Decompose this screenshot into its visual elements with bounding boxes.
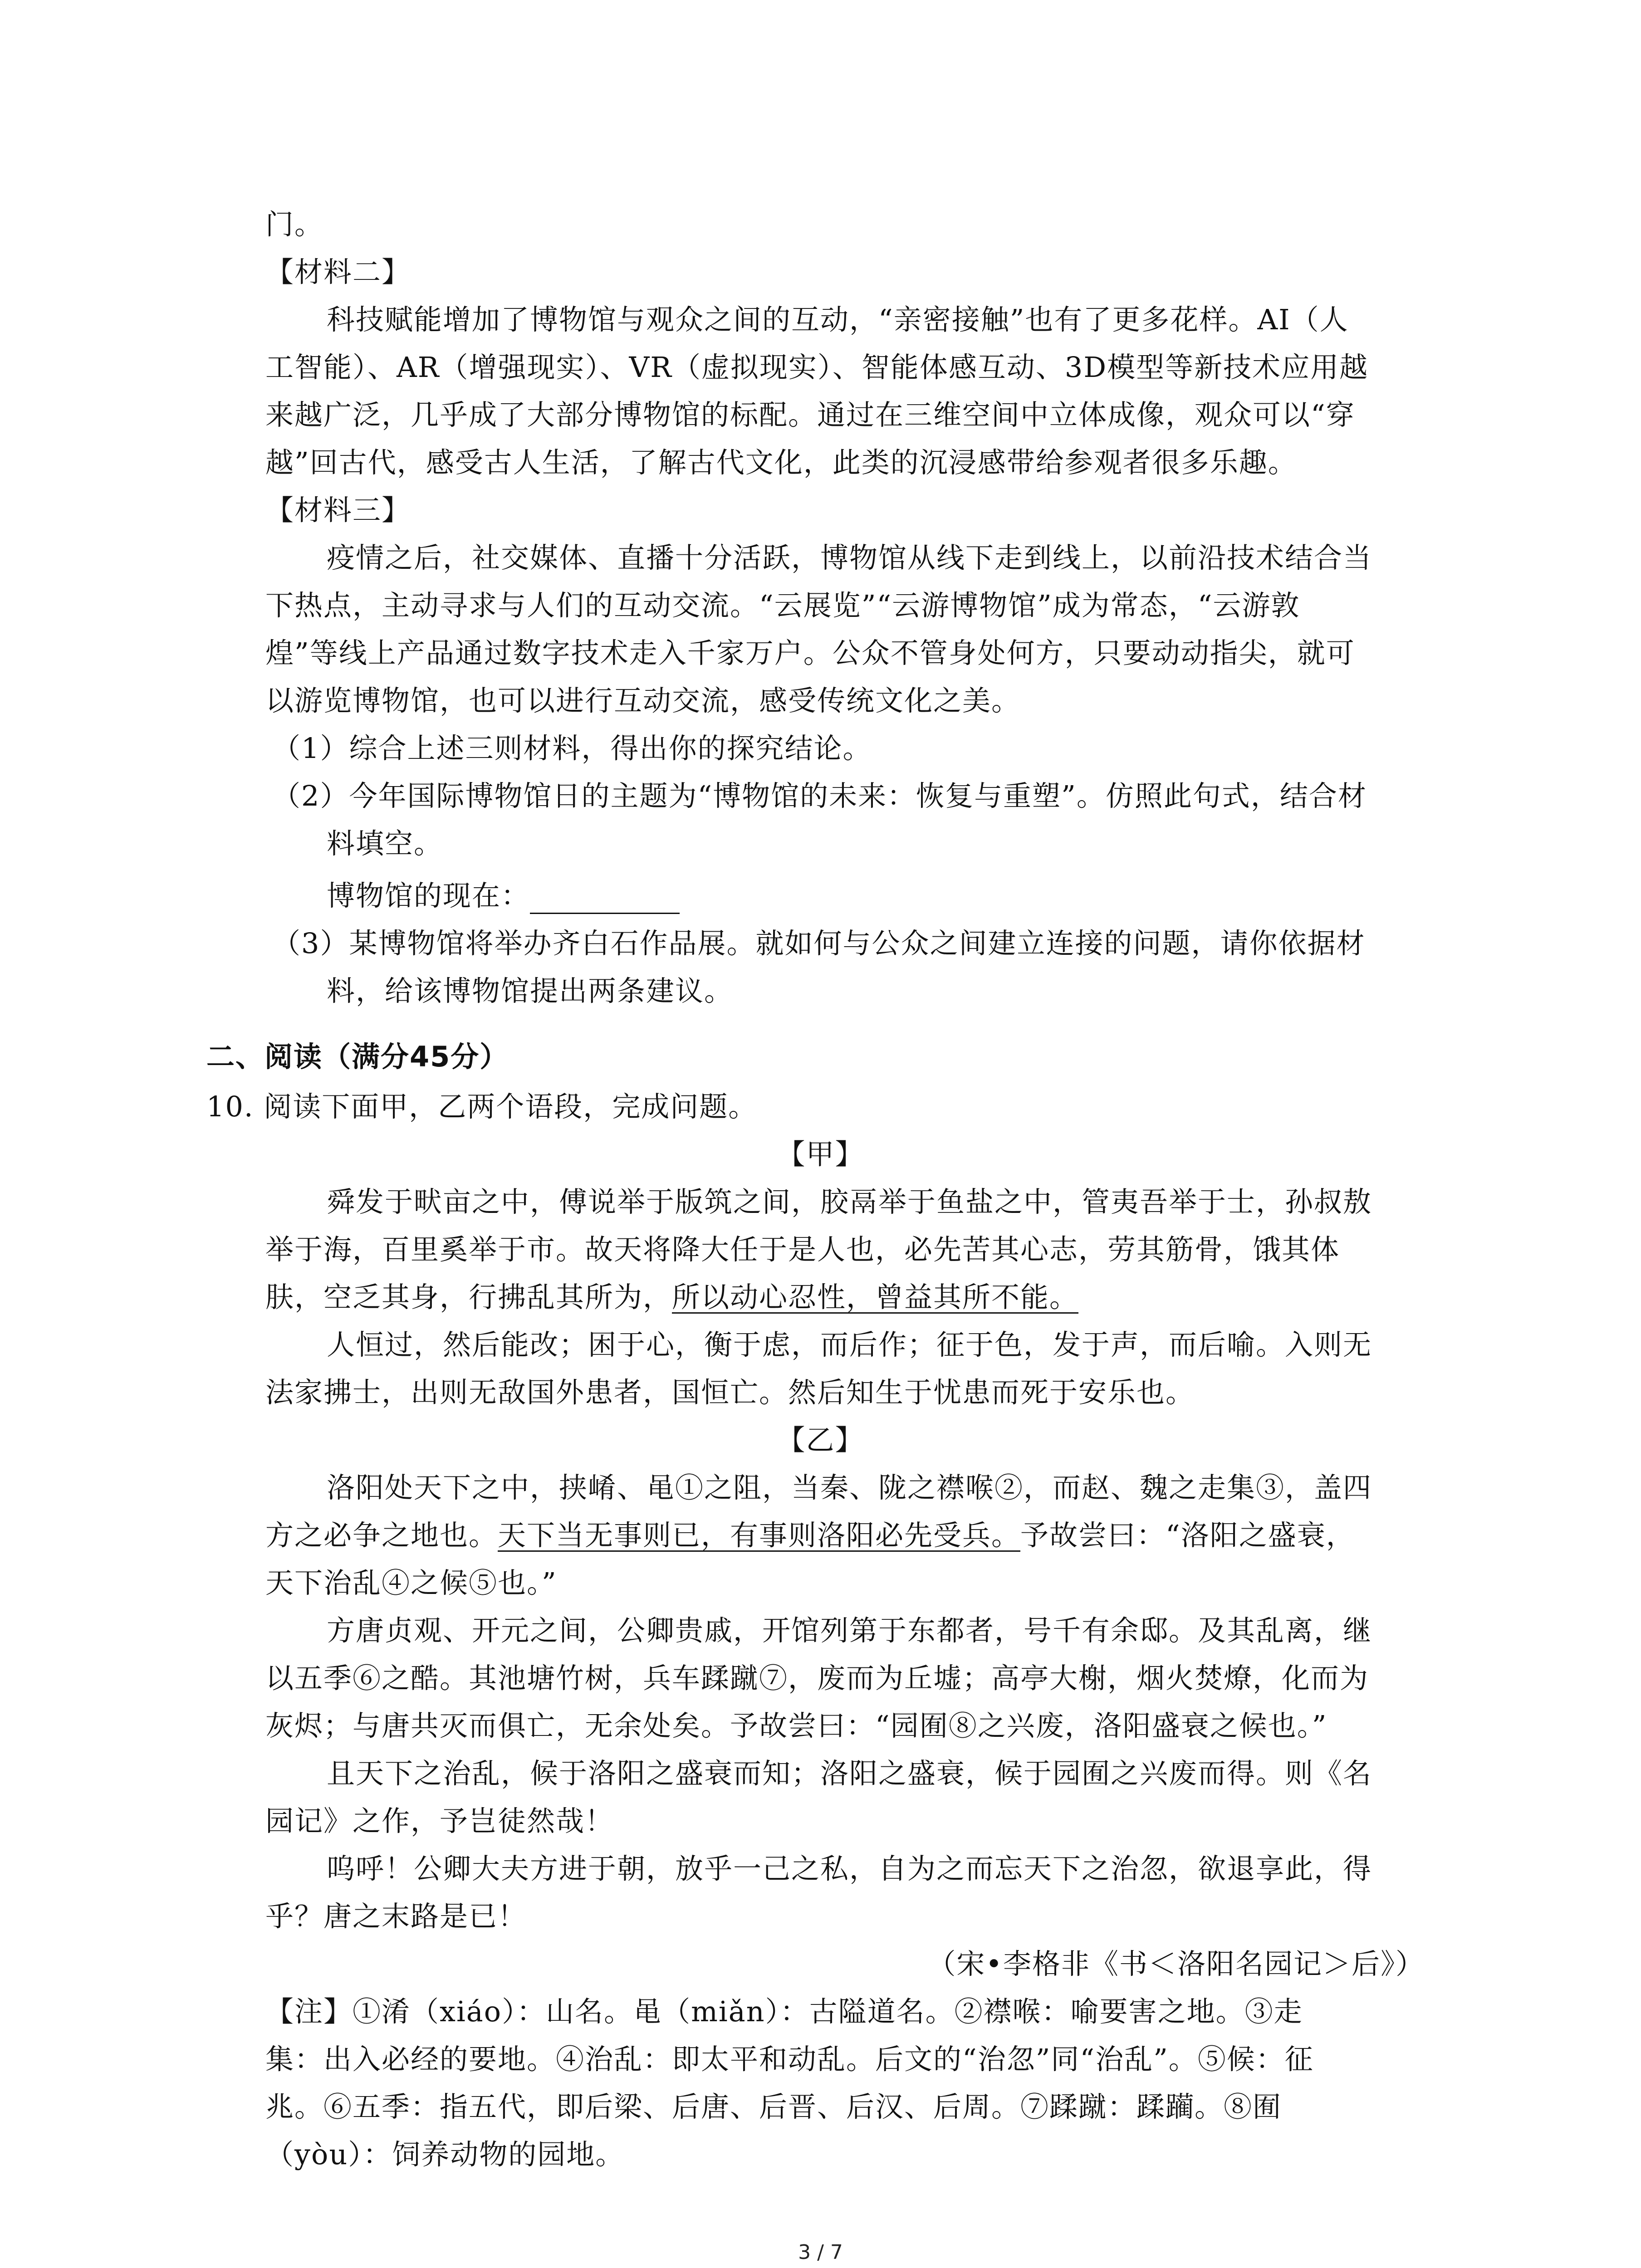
text-line: 法家拂士，出则无敌国外患者，国恒亡。然后知生于忧患而死于安乐也。 [265, 1376, 1195, 1409]
text-line: 工智能）、AR（增强现实）、VR（虚拟现实）、智能体感互动、3D模型等新技术应用越 [265, 351, 1369, 384]
question-1: （1）综合上述三则材料，得出你的探究结论。 [272, 732, 872, 765]
text-line: 方唐贞观、开元之间，公卿贵戚，开馆列第于东都者，号千有余邸。及其乱离，继 [327, 1614, 1372, 1647]
text-line: 门。 [265, 208, 324, 241]
note-line: （yòu）：饲养动物的园地。 [265, 2138, 625, 2171]
question-2: （2）今年国际博物馆日的主题为“博物馆的未来：恢复与重塑”。仿照此句式，结合材 [272, 779, 1367, 812]
question-10: 10. 阅读下面甲，乙两个语段，完成问题。 [206, 1090, 758, 1123]
text-line: 煌”等线上产品通过数字技术走入千家万户。公众不管身处何方，只要动动指尖，就可 [265, 636, 1355, 670]
text-line: 以五季⑥之酷。其池塘竹树，兵车蹂蹴⑦，废而为丘墟；高亭大榭，烟火焚燎，化而为 [265, 1662, 1369, 1695]
text-line: 且天下之治乱，候于洛阳之盛衰而知；洛阳之盛衰，候于园囿之兴废而得。则《名 [327, 1757, 1372, 1790]
text-line: 舜发于畎亩之中，傅说举于版筑之间，胶鬲举于鱼盐之中，管夷吾举于士，孙叔敖 [327, 1185, 1372, 1218]
fill-in-line [327, 878, 680, 914]
text-segment: 方之必争之地也。 [265, 1519, 498, 1552]
text-line: 天下治乱④之候⑤也。” [265, 1566, 557, 1599]
source-citation: （宋•李格非《书＜洛阳名园记＞后》） [927, 1947, 1425, 1980]
section-label: 【材料二】 [265, 255, 411, 288]
question-3: （3）某博物馆将举办齐白石作品展。就如何与公众之间建立连接的问题，请你依据材 [272, 927, 1366, 960]
text-line [265, 1279, 1078, 1315]
text-line: 乎？唐之末路是已！ [265, 1900, 527, 1933]
fill-in-label: 博物馆的现在： [327, 879, 530, 912]
underlined-sentence: 所以动心忍性，曾益其所不能。 [672, 1281, 1079, 1314]
text-line: 呜呼！公卿大夫方进于朝，放乎一己之私，自为之而忘天下之治忽，欲退享此，得 [327, 1852, 1372, 1885]
text-line: 园记》之作，予岂徒然哉！ [265, 1804, 614, 1838]
section-label: 【材料三】 [265, 494, 411, 527]
text-line: 料填空。 [327, 827, 443, 860]
text-segment: 予故尝曰：“洛阳之盛衰， [1020, 1519, 1355, 1552]
passage-a-title: 【甲】 [777, 1138, 864, 1171]
note-line: 兆。⑥五季：指五代，即后梁、后唐、后晋、后汉、后周。⑦蹂蹴：蹂躏。⑧囿 [265, 2090, 1282, 2123]
text-line [265, 1517, 1355, 1554]
text-line: 料，给该博物馆提出两条建议。 [327, 974, 734, 1007]
text-line: 以游览博物馆，也可以进行互动交流，感受传统文化之美。 [265, 684, 1021, 717]
underlined-sentence: 天下当无事则已，有事则洛阳必先受兵。 [498, 1519, 1021, 1552]
passage-b-title: 【乙】 [777, 1423, 864, 1457]
note-line: 【注】①淆（xiáo）：山名。黾（miǎn）：古隘道名。②襟喉：喻要害之地。③走 [265, 1995, 1303, 2028]
text-line: 洛阳处天下之中，挟崤、黾①之阻，当秦、陇之襟喉②，而赵、魏之走集③，盖四 [327, 1471, 1372, 1504]
text-line: 来越广泛，几乎成了大部分博物馆的标配。通过在三维空间中立体成像，观众可以“穿 [265, 398, 1355, 431]
answer-blank[interactable] [530, 885, 680, 914]
page-number: 3 / 7 [798, 2241, 843, 2264]
text-line: 越”回古代，感受古人生活，了解古代文化，此类的沉浸感带给参观者很多乐趣。 [265, 446, 1297, 479]
text-line: 疫情之后，社交媒体、直播十分活跃，博物馆从线下走到线上，以前沿技术结合当 [327, 541, 1372, 574]
text-line: 人恒过，然后能改；困于心，衡于虑，而后作；征于色，发于声，而后喻。入则无 [327, 1328, 1372, 1361]
text-line: 下热点，主动寻求与人们的互动交流。“云展览”“云游博物馆”成为常态，“云游敦 [265, 589, 1300, 622]
text-line: 灰烬；与唐共灭而俱亡，无余处矣。予故尝曰：“园囿⑧之兴废，洛阳盛衰之候也。” [265, 1709, 1327, 1742]
text-line: 举于海，百里奚举于市。故天将降大任于是人也，必先苦其心志，劳其筋骨，饿其体 [265, 1233, 1340, 1266]
section-heading: 二、阅读（满分45分） [206, 1040, 509, 1073]
text-line: 科技赋能增加了博物馆与观众之间的互动，“亲密接触”也有了更多花样。AI（人 [327, 303, 1349, 336]
note-line: 集：出入必经的要地。④治乱：即太平和动乱。后文的“治忽”同“治乱”。⑤候：征 [265, 2043, 1314, 2076]
text-segment: 肤，空乏其身，行拂乱其所为， [265, 1281, 672, 1314]
